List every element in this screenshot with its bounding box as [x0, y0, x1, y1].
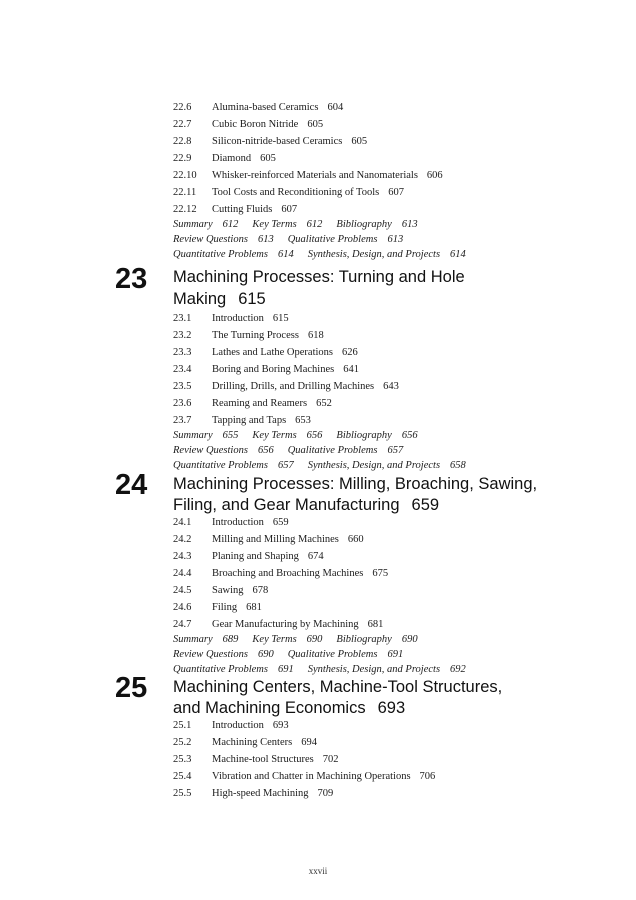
toc-section: 24.3 Planing and Shaping 674: [173, 551, 324, 562]
toc-section: 23.1 Introduction 615: [173, 313, 289, 324]
chapter-number: 25: [115, 672, 148, 704]
toc-section: 22.7 Cubic Boron Nitride 605: [173, 119, 324, 130]
toc-end-matter: Quantitative Problems 657 Synthesis, Design, and Projects 658: [173, 460, 466, 471]
page-number: xxvii: [308, 866, 328, 876]
toc-section: 23.6 Reaming and Reamers 652: [173, 398, 332, 409]
chapter-title: and Machining Economics 693: [173, 699, 406, 717]
toc-section: 23.5 Drilling, Drills, and Drilling Machines 643: [173, 381, 399, 392]
toc-section: 24.2 Milling and Milling Machines 660: [173, 534, 364, 545]
toc-section: 22.6 Alumina-based Ceramics 604: [173, 102, 344, 113]
toc-section: 22.11 Tool Costs and Reconditioning of Tools 607: [173, 187, 404, 198]
chapter-page: 615: [238, 290, 266, 308]
chapter-title: Filing, and Gear Manufacturing 659: [173, 496, 440, 514]
toc-end-matter: Review Questions 613 Qualitative Problems 613: [173, 234, 404, 245]
toc-section: 24.4 Broaching and Broaching Machines 675: [173, 568, 389, 579]
toc-section: 22.9 Diamond 605: [173, 153, 276, 164]
toc-section: 25.3 Machine-tool Structures 702: [173, 754, 339, 765]
toc-section: 23.3 Lathes and Lathe Operations 626: [173, 347, 358, 358]
chapter-title: Machining Centers, Machine-Tool Structures,: [173, 678, 503, 696]
toc-section: 25.4 Vibration and Chatter in Machining Operations 706: [173, 771, 436, 782]
toc-section: 25.5 High-speed Machining 709: [173, 788, 334, 799]
toc-section: 22.12 Cutting Fluids 607: [173, 204, 298, 215]
toc-end-matter: Summary 689 Key Terms 690 Bibliography 690: [173, 634, 418, 645]
toc-section: 23.4 Boring and Boring Machines 641: [173, 364, 359, 375]
chapter-page: 659: [411, 496, 440, 514]
toc-section: 24.7 Gear Manufacturing by Machining 681: [173, 619, 384, 630]
chapter-title: Making 615: [173, 290, 266, 308]
toc-end-matter: Summary 612 Key Terms 612 Bibliography 613: [173, 219, 418, 230]
toc-section: 22.8 Silicon-nitride-based Ceramics 605: [173, 136, 368, 147]
chapter-number: 23: [115, 263, 148, 295]
chapter-page: 693: [377, 699, 406, 717]
toc-section: 25.1 Introduction 693: [173, 720, 289, 731]
toc-end-matter: Review Questions 690 Qualitative Problems 691: [173, 649, 404, 660]
toc-end-matter: Quantitative Problems 614 Synthesis, Design, and Projects 614: [173, 249, 466, 260]
toc-end-matter: Summary 655 Key Terms 656 Bibliography 656: [173, 430, 418, 441]
toc-section: 24.6 Filing 681: [173, 602, 262, 613]
toc-section: 25.2 Machining Centers 694: [173, 737, 317, 748]
toc-section: 24.1 Introduction 659: [173, 517, 289, 528]
chapter-number: 24: [115, 469, 148, 501]
toc-end-matter: Review Questions 656 Qualitative Problems 657: [173, 445, 404, 456]
toc-section: 23.2 The Turning Process 618: [173, 330, 324, 341]
chapter-title: Machining Processes: Turning and Hole: [173, 268, 465, 286]
toc-section: 24.5 Sawing 678: [173, 585, 269, 596]
toc-section: 22.10 Whisker-reinforced Materials and Nanomaterials 606: [173, 170, 443, 181]
toc-end-matter: Quantitative Problems 691 Synthesis, Design, and Projects 692: [173, 664, 466, 675]
chapter-title: Machining Processes: Milling, Broaching, Sawing,: [173, 475, 538, 493]
toc-section: 23.7 Tapping and Taps 653: [173, 415, 311, 426]
